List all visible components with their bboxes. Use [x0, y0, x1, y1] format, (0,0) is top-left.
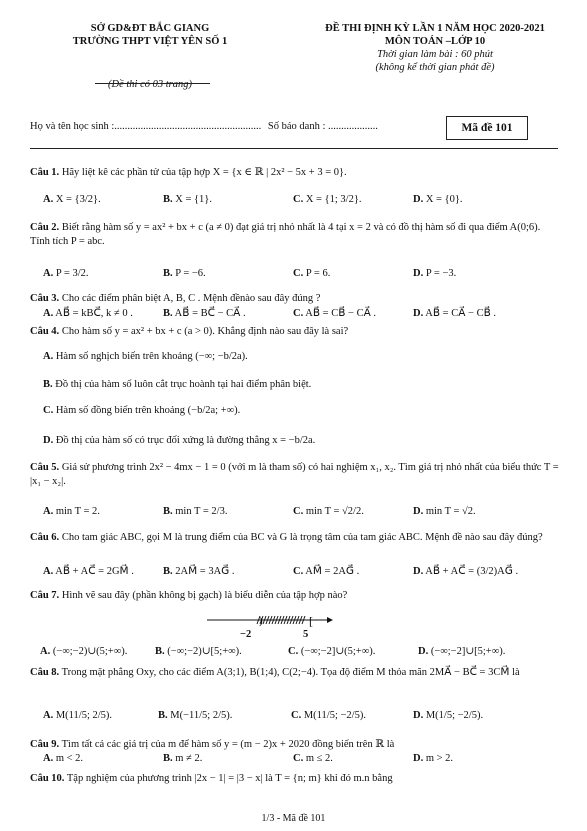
option-c: C. P = 6.: [293, 268, 331, 279]
option-d: D. min T = √2.: [413, 506, 476, 517]
option-letter: B.: [163, 506, 173, 517]
question-4-option-a: A. Hàm số nghịch biến trên khoảng (−∞; −b/2a).: [43, 351, 248, 362]
option-b: B. min T = 2/3.: [163, 506, 228, 517]
question-number: Câu 8.: [30, 667, 60, 678]
option-letter: B.: [163, 308, 173, 319]
question-4-option-c: C. Hàm số đồng biến trên khoảng (−b/2a; +∞).: [43, 405, 241, 416]
option-letter: D.: [43, 435, 54, 446]
option-letter: D.: [413, 308, 424, 319]
option-a: A. min T = 2.: [43, 506, 100, 517]
option-letter: A.: [43, 506, 54, 517]
question-number: Câu 3.: [30, 293, 60, 304]
option-c: C. (−∞;−2]∪(5;+∞).: [288, 646, 376, 657]
option-c: C. AB⃗ = CB⃗ − CA⃗ .: [293, 308, 377, 319]
option-letter: C.: [293, 194, 304, 205]
option-letter: C.: [293, 753, 304, 764]
option-letter: C.: [293, 506, 304, 517]
option-a: A. X = {3/2}.: [43, 194, 101, 205]
number-line-svg: [205, 612, 335, 642]
question-2: Câu 2. Biết rằng hàm số y = ax² + bx + c (a ≠ 0) đạt giá trị nhỏ nhất là 4 tại x = 2 và có đồ thị hàm số đi qua điểm A(0;6). Tính tích P = abc.: [30, 222, 541, 247]
option-letter: A.: [43, 566, 54, 577]
question-1: Câu 1. Hãy liệt kê các phần tử của tập hợp X = {x ∈ ℝ | 2x² − 5x + 3 = 0}.: [30, 167, 347, 178]
option-a: A. m < 2.: [43, 753, 84, 764]
option-d: D. P = −3.: [413, 268, 457, 279]
school-name: TRƯỜNG THPT VIỆT YÊN SỐ 1: [72, 36, 228, 47]
number-line-figure: [205, 612, 335, 642]
option-d: D. AB⃗ = CA⃗ − CB⃗ .: [413, 308, 497, 319]
option-letter: C.: [288, 646, 299, 657]
exam-code-box: Mã đề 101: [446, 116, 528, 140]
page-count-note: (Đề thi có 03 trang): [108, 79, 192, 90]
question-5: Câu 5. Giả sử phương trình 2x² − 4mx − 1 = 0 (với m là tham số) có hai nghiệm x₁, x₂. Tìm giá trị nhỏ nhất của biểu thức T = |x₁ − x₂|.: [30, 462, 559, 487]
option-letter: D.: [413, 566, 424, 577]
paren-glyph: ): [259, 615, 263, 627]
option-letter: C.: [293, 308, 304, 319]
question-10: Câu 10. Tập nghiệm của phương trình |2x − 1| = |3 − x| là T = {n; m} khi đó m.n bằng: [30, 773, 393, 784]
bracket-glyph: [: [309, 614, 313, 628]
duration: Thời gian làm bài : 60 phút: [377, 49, 493, 60]
option-letter: D.: [413, 710, 424, 721]
option-b: B. m ≠ 2.: [163, 753, 203, 764]
option-d: D. M(1/5; −2/5).: [413, 710, 484, 721]
option-letter: C.: [43, 405, 54, 416]
arrow-head-icon: [327, 617, 333, 623]
section-divider: [30, 148, 558, 149]
option-c: C. min T = √2/2.: [293, 506, 364, 517]
duration-note: (không kể thời gian phát đề): [375, 62, 495, 73]
option-letter: B.: [163, 753, 173, 764]
question-number: Câu 9.: [30, 739, 60, 750]
question-4-option-d: D. Đồ thị của hàm số có trục đối xứng là đường thẳng x = −b/2a.: [43, 435, 316, 446]
student-name-field: Họ và tên học sinh :........................................................: [30, 121, 262, 132]
option-a: A. AB⃗ + AC⃗ = 2GM⃗ .: [43, 566, 134, 577]
option-letter: A.: [43, 710, 54, 721]
department-name: SỞ GD&ĐT BẮC GIANG: [90, 23, 210, 34]
option-b: B. M(−11/5; 2/5).: [158, 710, 233, 721]
option-b: B. X = {1}.: [163, 194, 212, 205]
option-letter: B.: [158, 710, 168, 721]
option-letter: D.: [413, 268, 424, 279]
option-letter: D.: [413, 506, 424, 517]
question-number: Câu 10.: [30, 773, 65, 784]
student-id-field: Số báo danh : ...................: [267, 121, 378, 132]
option-b: B. AB⃗ = BC⃗ − CA⃗ .: [163, 308, 246, 319]
option-a: A. (−∞;−2)∪(5;+∞).: [40, 646, 128, 657]
option-letter: A.: [40, 646, 51, 657]
option-c: C. X = {1; 3/2}.: [293, 194, 362, 205]
option-letter: B.: [43, 379, 53, 390]
header-divider: [95, 83, 210, 84]
option-letter: D.: [418, 646, 429, 657]
option-d: D. (−∞;−2]∪[5;+∞).: [418, 646, 506, 657]
question-6: Câu 6. Cho tam giác ABC, gọi M là trung điểm của BC và G là trọng tâm của tam giác ABC. Mệnh đề nào sau đây đúng?: [30, 532, 543, 543]
option-letter: B.: [163, 194, 173, 205]
question-number: Câu 1.: [30, 167, 60, 178]
option-letter: D.: [413, 753, 424, 764]
number-line-label-right: 5: [303, 629, 309, 640]
header-left: [30, 22, 270, 91]
option-c: C. AM⃗ = 2AG⃗ .: [293, 566, 360, 577]
question-number: Câu 7.: [30, 590, 60, 601]
option-c: C. m ≤ 2.: [293, 753, 333, 764]
option-letter: D.: [413, 194, 424, 205]
question-8: Câu 8. Trong mặt phẳng Oxy, cho các điểm A(3;1), B(1;4), C(2;−4). Tọa độ điểm M thỏa mãn 2MA⃗ − BC⃗ = 3CM⃗ là: [30, 667, 520, 678]
question-3: Câu 3. Cho các điểm phân biệt A, B, C . Mệnh đềnào sau đây đúng ?: [30, 293, 321, 304]
option-letter: A.: [43, 194, 54, 205]
question-4: Câu 4. Cho hàm số y = ax² + bx + c (a > 0). Khẳng định nào sau đây là sai?: [30, 326, 349, 337]
option-letter: C.: [291, 710, 302, 721]
option-b: B. P = −6.: [163, 268, 206, 279]
option-letter: B.: [155, 646, 165, 657]
question-4-option-b: B. Đồ thị của hàm số luôn cắt trục hoành tại hai điểm phân biệt.: [43, 379, 312, 390]
option-letter: B.: [163, 566, 173, 577]
option-b: B. 2AM⃗ = 3AG⃗ .: [163, 566, 235, 577]
option-letter: C.: [293, 268, 304, 279]
option-a: A. AB⃗ = kBC⃗, k ≠ 0 .: [43, 308, 133, 319]
question-9: Câu 9. Tìm tất cả các giá trị của m để hàm số y = (m − 2)x + 2020 đồng biến trên ℝ là: [30, 739, 395, 750]
option-d: D. m > 2.: [413, 753, 454, 764]
option-letter: A.: [43, 753, 54, 764]
option-a: A. P = 3/2.: [43, 268, 89, 279]
option-letter: A.: [43, 351, 54, 362]
exam-title: ĐỀ THI ĐỊNH KỲ LẦN 1 NĂM HỌC 2020-2021: [325, 23, 545, 34]
subject-title: MÔN TOÁN –LỚP 10: [384, 36, 486, 47]
number-line-label-left: −2: [240, 629, 252, 640]
question-number: Câu 2.: [30, 222, 60, 233]
option-b: B. (−∞;−2)∪[5;+∞).: [155, 646, 242, 657]
question-number: Câu 6.: [30, 532, 60, 543]
option-d: D. AB⃗ + AC⃗ = (3/2)AG⃗ .: [413, 566, 519, 577]
header-right: [290, 22, 580, 74]
option-letter: A.: [43, 308, 54, 319]
page-footer: 1/3 - Mã đề 101: [261, 813, 326, 824]
option-d: D. X = {0}.: [413, 194, 463, 205]
option-letter: C.: [293, 566, 304, 577]
option-letter: A.: [43, 268, 54, 279]
question-7: Câu 7. Hình vẽ sau đây (phần không bị gạch) là biểu diễn của tập hợp nào?: [30, 590, 348, 601]
question-number: Câu 5.: [30, 462, 60, 473]
option-letter: B.: [163, 268, 173, 279]
option-c: C. M(11/5; −2/5).: [291, 710, 366, 721]
option-a: A. M(11/5; 2/5).: [43, 710, 113, 721]
question-number: Câu 4.: [30, 326, 60, 337]
